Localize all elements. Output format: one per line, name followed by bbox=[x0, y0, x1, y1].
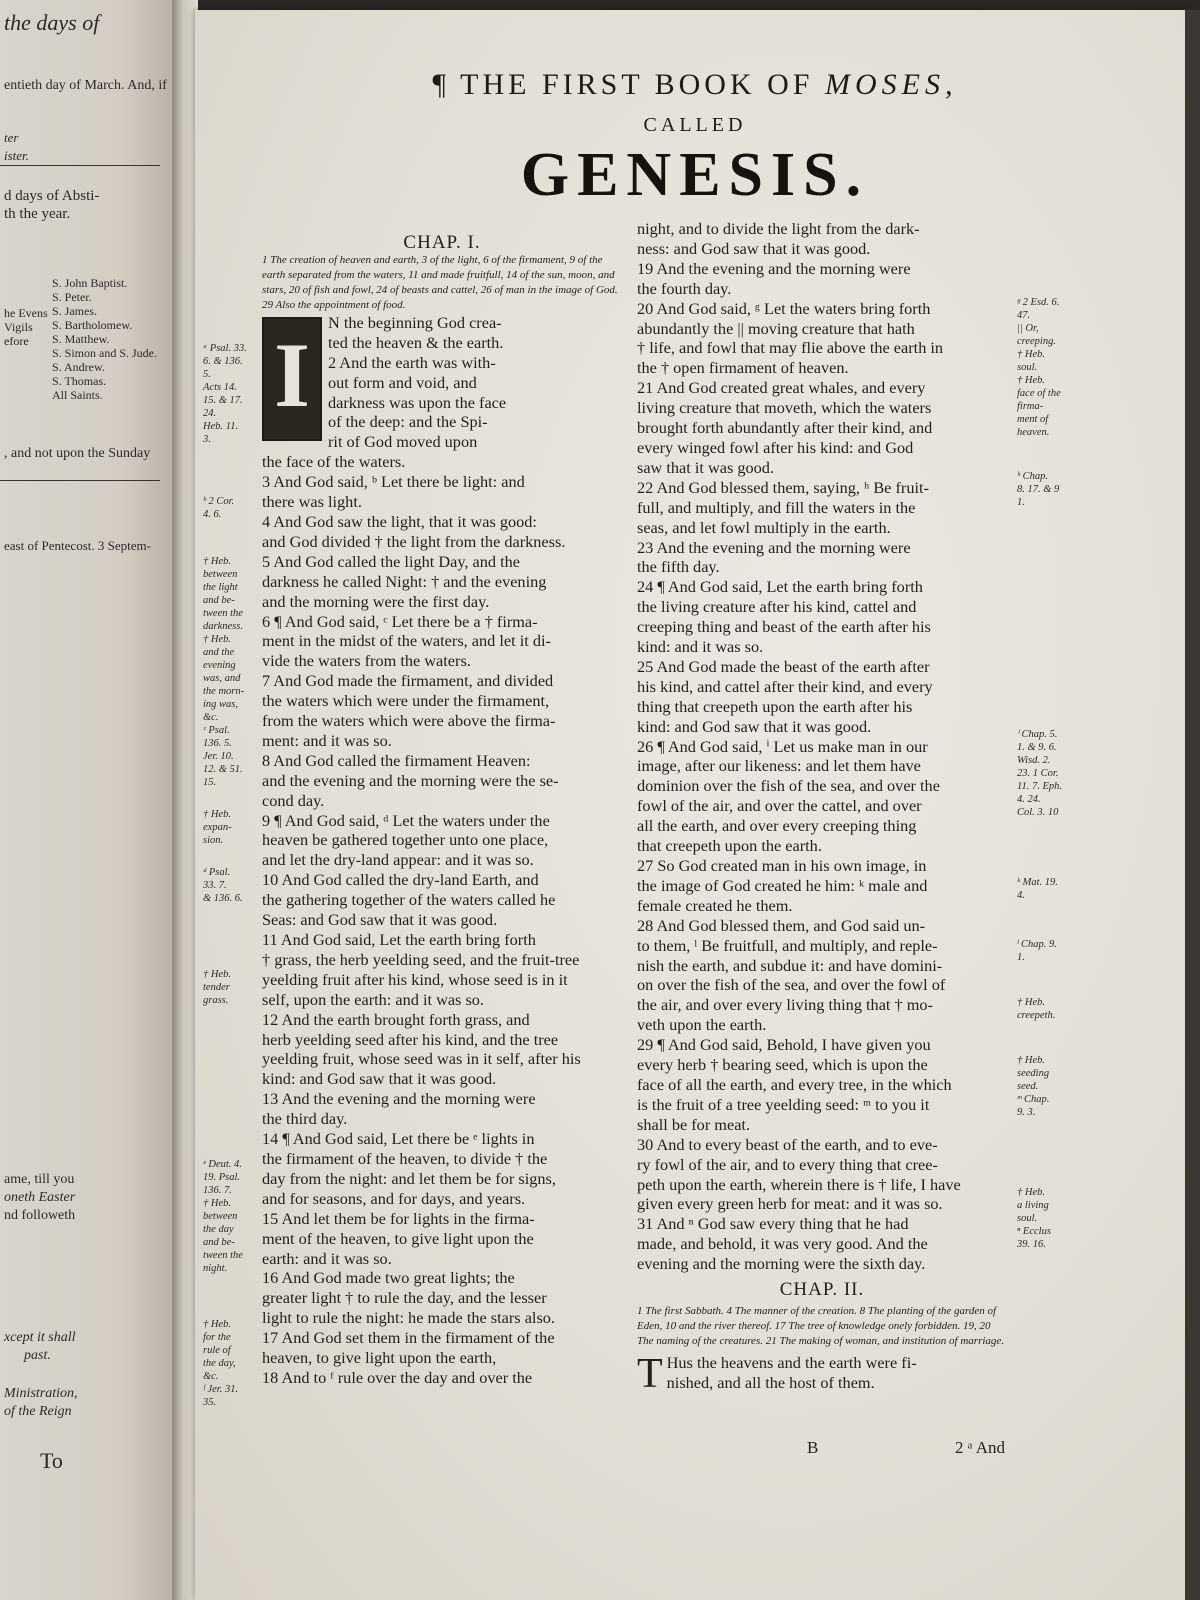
chapter-summary-2: 1 The first Sabbath. 4 The manner of the creation. 8 The planting of the garden of Eden, 10 and the river thereof. 17 The tree of knowledge onely forbidden. 19, 20 The naming of the creatures. 21 The making of woman, and institution of marriage. bbox=[637, 1304, 1005, 1347]
margin-note-right: ⁱ Chap. 5. 1. & 9. 6. Wisd. 2. 23. 1 Cor. 11. 7. Eph. 4. 24. Col. 3. 10 bbox=[1017, 729, 1063, 818]
left-page-line: S. James. bbox=[52, 304, 97, 318]
verse-line: ted the heaven & the earth. bbox=[328, 332, 504, 352]
margin-note-left: † Heb. tender grass. bbox=[203, 969, 231, 1006]
left-page-line: he Evens bbox=[4, 306, 48, 320]
verse-line: evening and the morning were the sixth day. bbox=[637, 1254, 926, 1274]
page-edge-shadow bbox=[1185, 10, 1200, 1600]
verse-line: brought forth abundantly after their kind, and bbox=[637, 418, 933, 438]
verse-line: 29 ¶ And God said, Behold, I have given you bbox=[637, 1035, 931, 1055]
verse-line: from the waters which were above the firma- bbox=[262, 711, 556, 731]
verse-line: kind: and it was so. bbox=[637, 637, 764, 657]
verse-line: 2 And the earth was with- bbox=[328, 352, 496, 372]
column-left-verses bbox=[262, 313, 622, 1388]
column-right bbox=[637, 219, 1007, 1397]
verse-line: his kind, and cattel after their kind, and every bbox=[637, 676, 933, 696]
verse-line: 25 And God made the beast of the earth after bbox=[637, 656, 930, 676]
verse-line: of the deep: and the Spi- bbox=[328, 412, 488, 432]
chapter-summary: 1 The creation of heaven and earth, 3 of the light, 6 of the firmament, 9 of the earth separated from the waters, 11 and made fruitfull, 14 of the sun, moon, and stars, 20 of fish and fowl, 24 of beasts and cattel, 26 of man in the image of God. 29 Also the appointment of food. bbox=[262, 253, 618, 311]
verse-line: cond day. bbox=[262, 790, 325, 810]
verse-line: 3 And God said, ᵇ Let there be light: and bbox=[262, 472, 525, 492]
verse-line: ness: and God saw that it was good. bbox=[637, 238, 871, 258]
verse-line: the air, and over every living thing that † mo- bbox=[637, 995, 933, 1015]
verse-line: rit of God moved upon bbox=[328, 432, 478, 452]
verse-line: heaven be gathered together unto one place, bbox=[262, 830, 549, 850]
left-page-line: S. Bartholomew. bbox=[52, 318, 133, 332]
left-page-line: S. John Baptist. bbox=[52, 276, 128, 290]
verse-line: the gathering together of the waters called he bbox=[262, 890, 556, 910]
verse-line: the waters which were under the firmament, bbox=[262, 691, 550, 711]
verse-line: 15 And let them be for lights in the firma- bbox=[262, 1208, 535, 1228]
margin-note-right: † Heb. seeding seed. ᵐ Chap. 9. 3. bbox=[1017, 1055, 1050, 1118]
margin-note-left: † Heb. expan- sion. bbox=[203, 809, 232, 846]
left-page-line: ter bbox=[4, 130, 19, 145]
verse-line: 16 And God made two great lights; the bbox=[262, 1268, 515, 1288]
left-page-line: oneth Easter bbox=[4, 1190, 76, 1205]
verse-line: creeping thing and beast of the earth after his bbox=[637, 617, 931, 637]
verse-line: 30 And to every beast of the earth, and to eve- bbox=[637, 1134, 938, 1154]
verse-line: the image of God created he him: ᵏ male and bbox=[637, 875, 928, 895]
verse-line: Seas: and God saw that it was good. bbox=[262, 910, 498, 930]
margin-note-right: † Heb. a living soul. ⁿ Ecclus 39. 16. bbox=[1017, 1187, 1051, 1250]
verse-line: 17 And God set them in the firmament of the bbox=[262, 1328, 555, 1348]
verse-line: living creature that moveth, which the waters bbox=[637, 398, 932, 418]
left-page-line: past. bbox=[24, 1348, 51, 1363]
verse-line: to them, ˡ Be fruitfull, and multiply, and reple- bbox=[637, 935, 938, 955]
verse-line: earth: and it was so. bbox=[262, 1248, 392, 1268]
verse-line: every herb † bearing seed, which is upon the bbox=[637, 1055, 928, 1075]
verse-line: the third day. bbox=[262, 1109, 348, 1129]
verse-line: saw that it was good. bbox=[637, 457, 775, 477]
verse-line: face of all the earth, and every tree, in the which bbox=[637, 1074, 952, 1094]
margin-note-left: † Heb. for the rule of the day, &c. ᶠ Jer. 31. 35. bbox=[203, 1319, 239, 1408]
verse-line: given every green herb for meat: and it was so. bbox=[637, 1194, 943, 1214]
verse-line: there was light. bbox=[262, 492, 362, 512]
verse-line: † life, and fowl that may flie above the earth in bbox=[637, 338, 944, 358]
verse-line: the face of the waters. bbox=[262, 452, 406, 472]
verse-line: ry fowl of the air, and to every thing that cree- bbox=[637, 1154, 938, 1174]
book-title-moses: MOSES, bbox=[824, 68, 958, 101]
left-page-line: ister. bbox=[4, 148, 29, 163]
margin-note-left: † Heb. between the light and be- tween the darkness. † Heb. and the evening was, and the morn- ing was, &c. ᶜ Psal. 136. 5. Jer. 10. 12. & 51. 15. bbox=[203, 556, 245, 788]
margin-note-right: ᵍ 2 Esd. 6. 47. || Or, creeping. † Heb. soul. † Heb. face of the firma- ment of heaven. bbox=[1017, 297, 1061, 438]
verse-line: and God divided † the light from the darkness. bbox=[262, 531, 566, 551]
verse-line: 11 And God said, Let the earth bring forth bbox=[262, 930, 536, 949]
verse-line: nished, and all the host of them. bbox=[666, 1372, 875, 1392]
pilcrow: ¶ bbox=[432, 68, 451, 101]
verse-line: self, upon the earth: and it was so. bbox=[262, 989, 485, 1009]
left-page-line: Vigils bbox=[4, 320, 33, 334]
verse-line: image, after our likeness: and let them have bbox=[637, 756, 921, 776]
left-page-line: th the year. bbox=[4, 206, 71, 222]
left-page-line: S. Andrew. bbox=[52, 360, 105, 374]
verse-line: night, and to divide the light from the dark- bbox=[637, 219, 920, 238]
verse-line: 28 And God blessed them, and God said un- bbox=[637, 915, 926, 935]
initial-t: T bbox=[637, 1350, 663, 1397]
chapter2-opening bbox=[637, 1350, 1007, 1397]
verse-line: yeelding fruit, whose seed was in it self, after his bbox=[262, 1049, 581, 1069]
decorated-initial bbox=[262, 317, 322, 441]
left-page-line: S. Peter. bbox=[52, 290, 92, 304]
left-page-line: S. Simon and S. Jude. bbox=[52, 346, 158, 360]
left-page bbox=[0, 0, 172, 1600]
verse-line: 10 And God called the dry-land Earth, and bbox=[262, 870, 539, 890]
left-page-catchword: To bbox=[40, 1448, 63, 1473]
left-page-line: east of Pentecost. 3 Septem- bbox=[4, 538, 151, 553]
verse-line: yeelding fruit after his kind, whose seed is in it bbox=[262, 969, 568, 989]
verse-line: kind: and God saw that it was good. bbox=[637, 716, 872, 736]
left-page-line: entieth day of March. And, if bbox=[4, 78, 167, 93]
verse-line: and the morning were the first day. bbox=[262, 591, 490, 611]
verse-line: 20 And God said, ᵍ Let the waters bring forth bbox=[637, 298, 931, 318]
left-page-line: S. Matthew. bbox=[52, 332, 110, 346]
verse-line: on over the fish of the sea, and over the fowl of bbox=[637, 975, 946, 995]
verse-line: 8 And God called the firmament Heaven: bbox=[262, 750, 531, 770]
verse-line: 26 ¶ And God said, ⁱ Let us make man in our bbox=[637, 736, 928, 756]
verse-line: that creepeth upon the earth. bbox=[637, 836, 822, 856]
verse-line: 7 And God made the firmament, and divided bbox=[262, 671, 554, 691]
verse-line: seas, and let fowl multiply in the earth. bbox=[637, 517, 891, 537]
left-page-line: S. Thomas. bbox=[52, 374, 107, 388]
verse-line: 18 And to ᶠ rule over the day and over the bbox=[262, 1367, 533, 1387]
chapter2-verses bbox=[637, 1350, 1007, 1397]
verse-line: heaven, to give light upon the earth, bbox=[262, 1348, 497, 1368]
left-page-line: , and not upon the Sunday bbox=[4, 446, 151, 461]
margin-note-left: ᵉ Deut. 4. 19. Psal. 136. 7. † Heb. between the day and be- tween the night. bbox=[203, 1159, 243, 1274]
verse-line: is the fruit of a tree yeelding seed: ᵐ to you it bbox=[637, 1094, 930, 1114]
verse-line: the firmament of the heaven, to divide † the bbox=[262, 1148, 548, 1168]
verse-line: ment in the midst of the waters, and let it di- bbox=[262, 631, 551, 651]
book-name-genesis: GENESIS. bbox=[520, 141, 870, 209]
verse-line: 6 ¶ And God said, ᶜ Let there be a † firma- bbox=[262, 611, 538, 631]
verse-line: 22 And God blessed them, saying, ʰ Be fruit- bbox=[637, 477, 929, 497]
left-page-line: All Saints. bbox=[52, 388, 103, 402]
book-title-line bbox=[285, 68, 1105, 102]
verse-line: ment: and it was so. bbox=[262, 730, 392, 750]
verse-line: greater light † to rule the day, and the lesser bbox=[262, 1288, 547, 1308]
verse-line: and for seasons, and for days, and years. bbox=[262, 1188, 526, 1208]
verse-line: 9 ¶ And God said, ᵈ Let the waters under the bbox=[262, 810, 550, 830]
verse-line: 14 ¶ And God said, Let there be ᵉ lights in bbox=[262, 1129, 535, 1149]
verse-line: nish the earth, and subdue it: and have domini- bbox=[637, 955, 943, 975]
verse-line: 31 And ⁿ God saw every thing that he had bbox=[637, 1214, 909, 1234]
verse-line: abundantly the || moving creature that hath bbox=[637, 318, 915, 338]
left-page-rule bbox=[0, 165, 160, 166]
verse-line: N the beginning God crea- bbox=[328, 312, 502, 332]
verse-line: darkness was upon the face bbox=[328, 392, 507, 412]
verse-line: 4 And God saw the light, that it was good: bbox=[262, 511, 537, 531]
margin-note-right: ˡ Chap. 9. 1. bbox=[1017, 939, 1057, 963]
left-page-line: of the Reign bbox=[4, 1404, 72, 1419]
verse-line: 19 And the evening and the morning were bbox=[637, 258, 911, 278]
verse-line: † grass, the herb yeelding seed, and the fruit-tree bbox=[262, 949, 580, 969]
verse-line: 27 So God created man in his own image, in bbox=[637, 856, 927, 875]
margin-note-left: ᵃ Psal. 33. 6. & 136. 5. Acts 14. 15. & 17. 24. Heb. 11. 3. bbox=[203, 343, 247, 445]
verse-line: the living creature after his kind, cattel and bbox=[637, 597, 917, 617]
verse-line: peth upon the earth, wherein there is † life, I have bbox=[637, 1174, 961, 1194]
verse-line: the † open firmament of heaven. bbox=[637, 358, 849, 378]
margin-note-right: ʰ Chap. 8. 17. & 9 1. bbox=[1017, 471, 1060, 508]
verse-line: vide the waters from the waters. bbox=[262, 651, 471, 671]
book-title-text: THE FIRST BOOK OF bbox=[460, 68, 814, 101]
left-page-line: the days of bbox=[4, 10, 100, 35]
verse-line: darkness he called Night: † and the evening bbox=[262, 571, 547, 591]
verse-line: all the earth, and over every creeping thing bbox=[637, 816, 917, 836]
verse-line: ment of the heaven, to give light upon the bbox=[262, 1228, 534, 1248]
verse-line: made, and behold, it was very good. And the bbox=[637, 1234, 928, 1254]
left-page-line: nd followeth bbox=[4, 1208, 76, 1223]
verse-line: Hus the heavens and the earth were fi- bbox=[666, 1352, 917, 1372]
margin-note-right: ᵏ Mat. 19. 4. bbox=[1017, 877, 1058, 901]
left-page-line: efore bbox=[4, 334, 29, 348]
verse-line: 12 And the earth brought forth grass, and bbox=[262, 1009, 530, 1029]
verse-line: 23 And the evening and the morning were bbox=[637, 537, 911, 557]
verse-line: 13 And the evening and the morning were bbox=[262, 1089, 536, 1109]
verse-line: light to rule the night: he made the stars also. bbox=[262, 1308, 555, 1328]
verse-line: and the evening and the morning were the se- bbox=[262, 770, 559, 790]
genesis-page bbox=[195, 10, 1185, 1600]
left-page-line: ame, till you bbox=[4, 1172, 75, 1187]
verse-line: herb yeelding seed after his kind, and the tree bbox=[262, 1029, 559, 1049]
verse-line: shall be for meat. bbox=[637, 1114, 751, 1134]
verse-line: thing that creepeth upon the earth after his bbox=[637, 696, 913, 716]
decorated-initial-letter: I bbox=[274, 323, 310, 426]
verse-line: 5 And God called the light Day, and the bbox=[262, 551, 521, 571]
verse-line: fowl of the air, and over the cattel, and over bbox=[637, 796, 922, 816]
verse-line: 21 And God created great whales, and every bbox=[637, 378, 926, 398]
left-page-line: xcept it shall bbox=[4, 1330, 76, 1345]
margin-note-right: † Heb. creepeth. bbox=[1017, 997, 1056, 1021]
verse-line: dominion over the fish of the sea, and over the bbox=[637, 776, 940, 796]
verse-line: day from the night: and let them be for signs, bbox=[262, 1168, 556, 1188]
left-page-rule bbox=[0, 480, 160, 481]
chapter-heading-2: CHAP. II. bbox=[779, 1279, 865, 1301]
verse-line: kind: and God saw that it was good. bbox=[262, 1069, 497, 1089]
verse-line: the fifth day. bbox=[637, 557, 720, 577]
catchword: 2 ᵃ And bbox=[955, 1438, 1005, 1457]
verse-line: full, and multiply, and fill the waters in the bbox=[637, 497, 916, 517]
verse-line: out form and void, and bbox=[328, 372, 477, 392]
verse-line: female created he them. bbox=[637, 895, 793, 915]
verse-line: every winged fowl after his kind: and God bbox=[637, 437, 914, 457]
verse-line: the fourth day. bbox=[637, 278, 732, 298]
margin-note-left: ᵈ Psal. 33. 7. & 136. 6. bbox=[203, 867, 243, 904]
column-left bbox=[262, 232, 622, 1388]
margin-note-left: ᵇ 2 Cor. 4. 6. bbox=[203, 496, 235, 520]
signature-mark: B bbox=[807, 1438, 819, 1457]
column-right-verses bbox=[637, 219, 1007, 1274]
chapter-heading: CHAP. I. bbox=[403, 232, 481, 253]
verse-line: 24 ¶ And God said, Let the earth bring forth bbox=[637, 577, 923, 597]
verse-line: and let the dry-land appear: and it was so. bbox=[262, 850, 534, 870]
verse-line: veth upon the earth. bbox=[637, 1015, 767, 1035]
left-page-line: Ministration, bbox=[4, 1386, 78, 1401]
left-page-line: d days of Absti- bbox=[4, 188, 100, 204]
book-called: CALLED bbox=[643, 114, 747, 136]
